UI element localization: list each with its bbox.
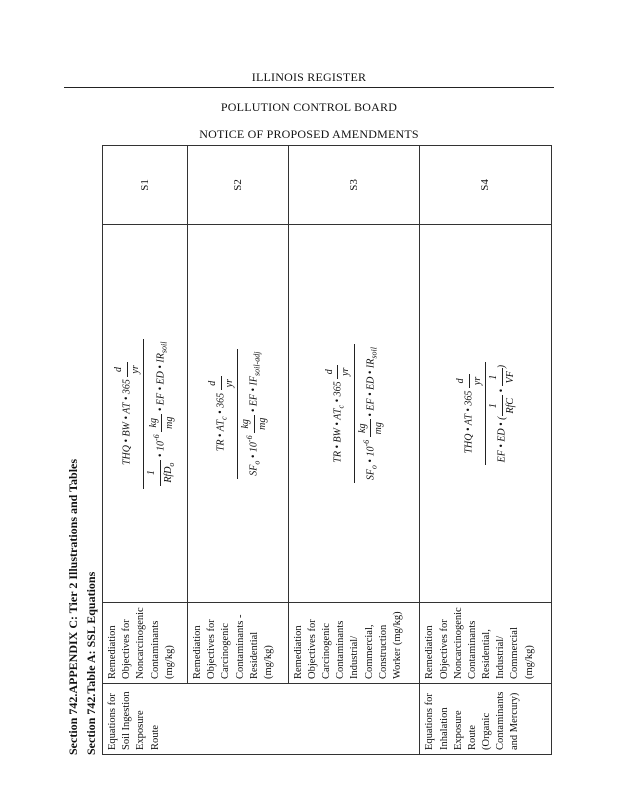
eq-den-mid: • 10 [155,441,167,458]
register-title: ILLINOIS REGISTER [64,70,554,88]
eq-num-tail: • 365 [215,392,227,414]
table-row [188,146,289,755]
equation-id: S2 [188,146,289,225]
unit-day: d [454,374,470,388]
objective-cell: Remediation Objectives for Noncarcinogenic Contaminants Residential, Industrial/ Commercial (mg/kg) [420,603,552,684]
eq-num-sub: c [219,416,229,420]
eq-den-mid: • 10 [248,442,260,459]
eq-den-right: • EF • ED • IR [155,353,167,412]
unit-day: d [323,365,339,379]
eq-den-right-sub: soil-adj [252,351,262,376]
eq-inner2-den: VF [504,371,516,384]
unit-mg: mg [373,422,385,435]
ssl-equations-table [102,145,552,755]
unit-yr: yr [223,379,235,388]
eq-numerator: THQ • BW • AT • 365 [121,379,133,465]
unit-yr: yr [340,367,352,376]
eq-num-tail: • 365 [331,381,343,403]
eq-inner2-num: 1 [487,368,503,386]
eq-den-right-sub: soil [159,341,169,354]
rotated-page-content [66,145,566,755]
eq-den-a-sub: o [252,460,262,465]
objective-cell: Remediation Objectives for Carcinogenic Contaminants Industrial/ Commercial, Construction Worker (mg/kg) [288,603,420,684]
equation-id: S3 [288,146,420,225]
eq-numerator: THQ • AT • 365 [463,390,475,454]
equation-cell [188,224,289,602]
eq-den-a: SF [364,469,376,481]
equation-cell [103,224,188,602]
board-title: POLLUTION CONTROL BOARD [220,100,398,114]
eq-exp: -6 [245,435,255,443]
table-row [103,146,188,755]
equation-cell [420,224,552,602]
objective-cell: Remediation Objectives for Noncarcinogenic Contaminants (mg/kg) [103,603,188,684]
unit-kg: kg [239,415,255,433]
equation-fraction [323,344,386,483]
unit-kg: kg [147,414,163,432]
eq-numerator: TR • BW • AT [331,408,343,463]
eq-den-left-den: RfD [162,466,174,483]
unit-day: d [112,362,128,376]
eq-exp: -6 [361,439,371,447]
table-row [288,146,420,755]
unit-mg: mg [164,416,176,429]
eq-den-left: EF • ED • [496,422,508,463]
table-row [420,146,552,755]
unit-kg: kg [356,419,372,437]
eq-inner-den: RfC [504,397,516,414]
eq-inner-tail: • [496,388,508,393]
eq-den-right: • EF • ED • IR [364,358,376,417]
unit-yr: yr [471,376,483,386]
equation-fraction: THQ • AT • 365 d yr EF • ED • ( 1 RfC • 1 VF ) [454,362,517,466]
eq-num-sub: c [335,404,345,409]
equation-fraction [112,339,177,489]
eq-den-left-sub: o [166,462,176,467]
eq-den-a: SF [248,464,260,476]
eq-den-right: • EF • IF [248,376,260,413]
eq-den-right-sub: soil [368,347,378,359]
route-cell: Equations for Soil Ingestion Exposure Route [103,684,420,755]
eq-den-left-num: 1 [145,460,161,486]
equation-cell [288,224,420,602]
unit-mg: mg [256,417,268,430]
eq-inner-num: 1 [487,395,503,417]
eq-numerator: TR • AT [215,419,227,452]
eq-den-mid: • 10 [364,446,376,463]
unit-yr: yr [129,365,141,374]
route-cell: Equations for Inhalation Exposure Route (Organic Contaminants and Mercury) [420,684,552,755]
objective-cell: Remediation Objectives for Carcinogenic Contaminants - Residential (mg/kg) [188,603,289,684]
equation-fraction [206,349,269,479]
eq-exp: -6 [152,434,162,442]
equation-id: S4 [420,146,552,225]
equation-id: S1 [103,146,188,225]
unit-day: d [206,376,222,390]
notice-title: NOTICE OF PROPOSED AMENDMENTS [199,127,419,141]
table-title: Section 742.Table A: SSL Equations [84,571,98,755]
section-title: Section 742.APPENDIX C: Tier 2 Illustrations and Tables [66,458,80,755]
eq-den-a-sub: o [368,465,378,470]
